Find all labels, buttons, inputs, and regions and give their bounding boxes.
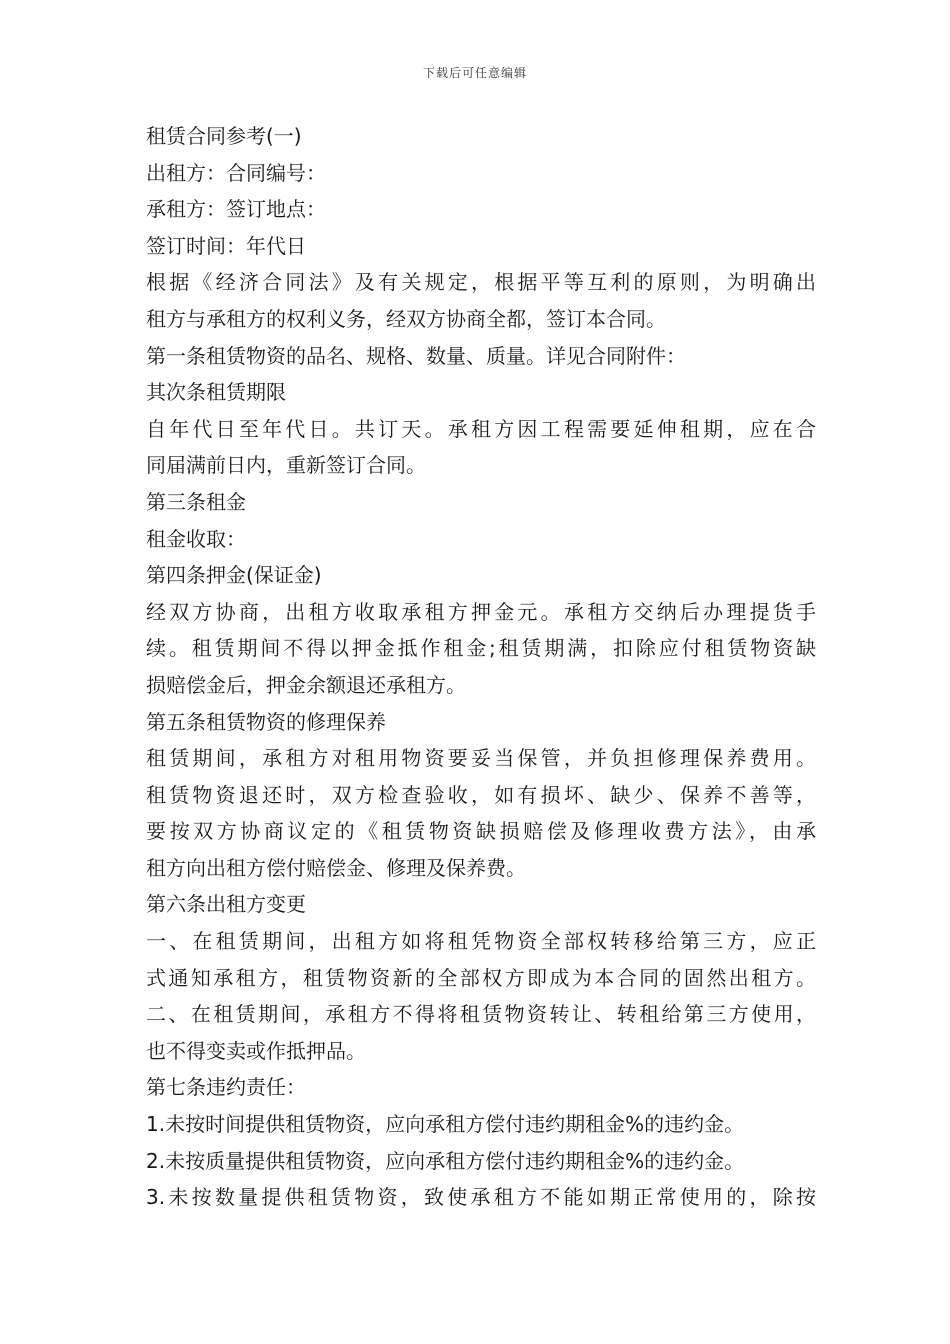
paragraph-line: 租方与承租方的权利义务，经双方协商全都，签订本合同。 [146, 306, 666, 331]
paragraph-line: 租赁物资退还时，双方检查验收，如有损坏、缺少、保养不善等， [146, 782, 816, 807]
paragraph-line: 式通知承租方，租赁物资新的全部权方即成为本合同的固然出租方。 [146, 965, 816, 990]
list-item: 2.未按质量提供租赁物资，应向承租方偿付违约期租金%的违约金。 [146, 1148, 745, 1173]
paragraph-line: 续。租赁期间不得以押金抵作租金;租赁期满，扣除应付租赁物资缺 [146, 636, 816, 661]
signing-date-line: 签订时间：年代日 [146, 233, 306, 258]
paragraph-line: 损赔偿金后，押金余额退还承租方。 [146, 672, 466, 697]
article-heading: 第五条租赁物资的修理保养 [146, 709, 386, 734]
paragraph-line: 自年代日至年代日。共订天。承租方因工程需要延伸租期，应在合 [146, 416, 816, 441]
page-header-note: 下载后可任意编辑 [422, 66, 527, 80]
document-title: 租赁合同参考(一) [146, 124, 302, 148]
paragraph-line: 租方向出租方偿付赔偿金、修理及保养费。 [146, 855, 526, 880]
paragraph-line: 也不得变卖或作抵押品。 [146, 1038, 366, 1063]
paragraph-line: 要按双方协商议定的《租赁物资缺损赔偿及修理收费方法》，由承 [146, 819, 816, 844]
article-heading: 第一条租赁物资的品名、规格、数量、质量。详见合同附件： [146, 343, 686, 368]
paragraph-line: 二、在租赁期间，承租方不得将租赁物资转让、转租给第三方使用， [146, 1002, 816, 1027]
list-item: 1.未按时间提供租赁物资，应向承租方偿付违约期租金%的违约金。 [146, 1112, 745, 1137]
paragraph-line: 租金收取： [146, 526, 246, 551]
document-body [146, 118, 816, 1216]
article-heading: 第三条租金 [146, 489, 246, 514]
paragraph-line: 一、在租赁期间，出租方如将租凭物资全部权转移给第三方，应正 [146, 929, 816, 954]
article-heading: 第四条押金(保证金) [146, 563, 322, 588]
paragraph-line: 同届满前日内，重新签订合同。 [146, 453, 426, 478]
paragraph-line: 租赁期间，承租方对租用物资要妥当保管，并负担修理保养费用。 [146, 746, 816, 771]
article-heading: 第六条出租方变更 [146, 892, 306, 917]
paragraph-line: 经双方协商，出租方收取承租方押金元。承租方交纳后办理提货手 [146, 599, 816, 624]
article-heading: 第七条违约责任： [146, 1075, 306, 1100]
paragraph-line: 根据《经济合同法》及有关规定，根据平等互利的原则，为明确出 [146, 270, 816, 295]
lessee-line: 承租方：签订地点： [146, 197, 326, 222]
lessor-line: 出租方：合同编号： [146, 160, 326, 185]
list-item: 3.未按数量提供租赁物资，致使承租方不能如期正常使用的，除按 [146, 1185, 816, 1210]
article-heading: 其次条租赁期限 [146, 380, 286, 405]
